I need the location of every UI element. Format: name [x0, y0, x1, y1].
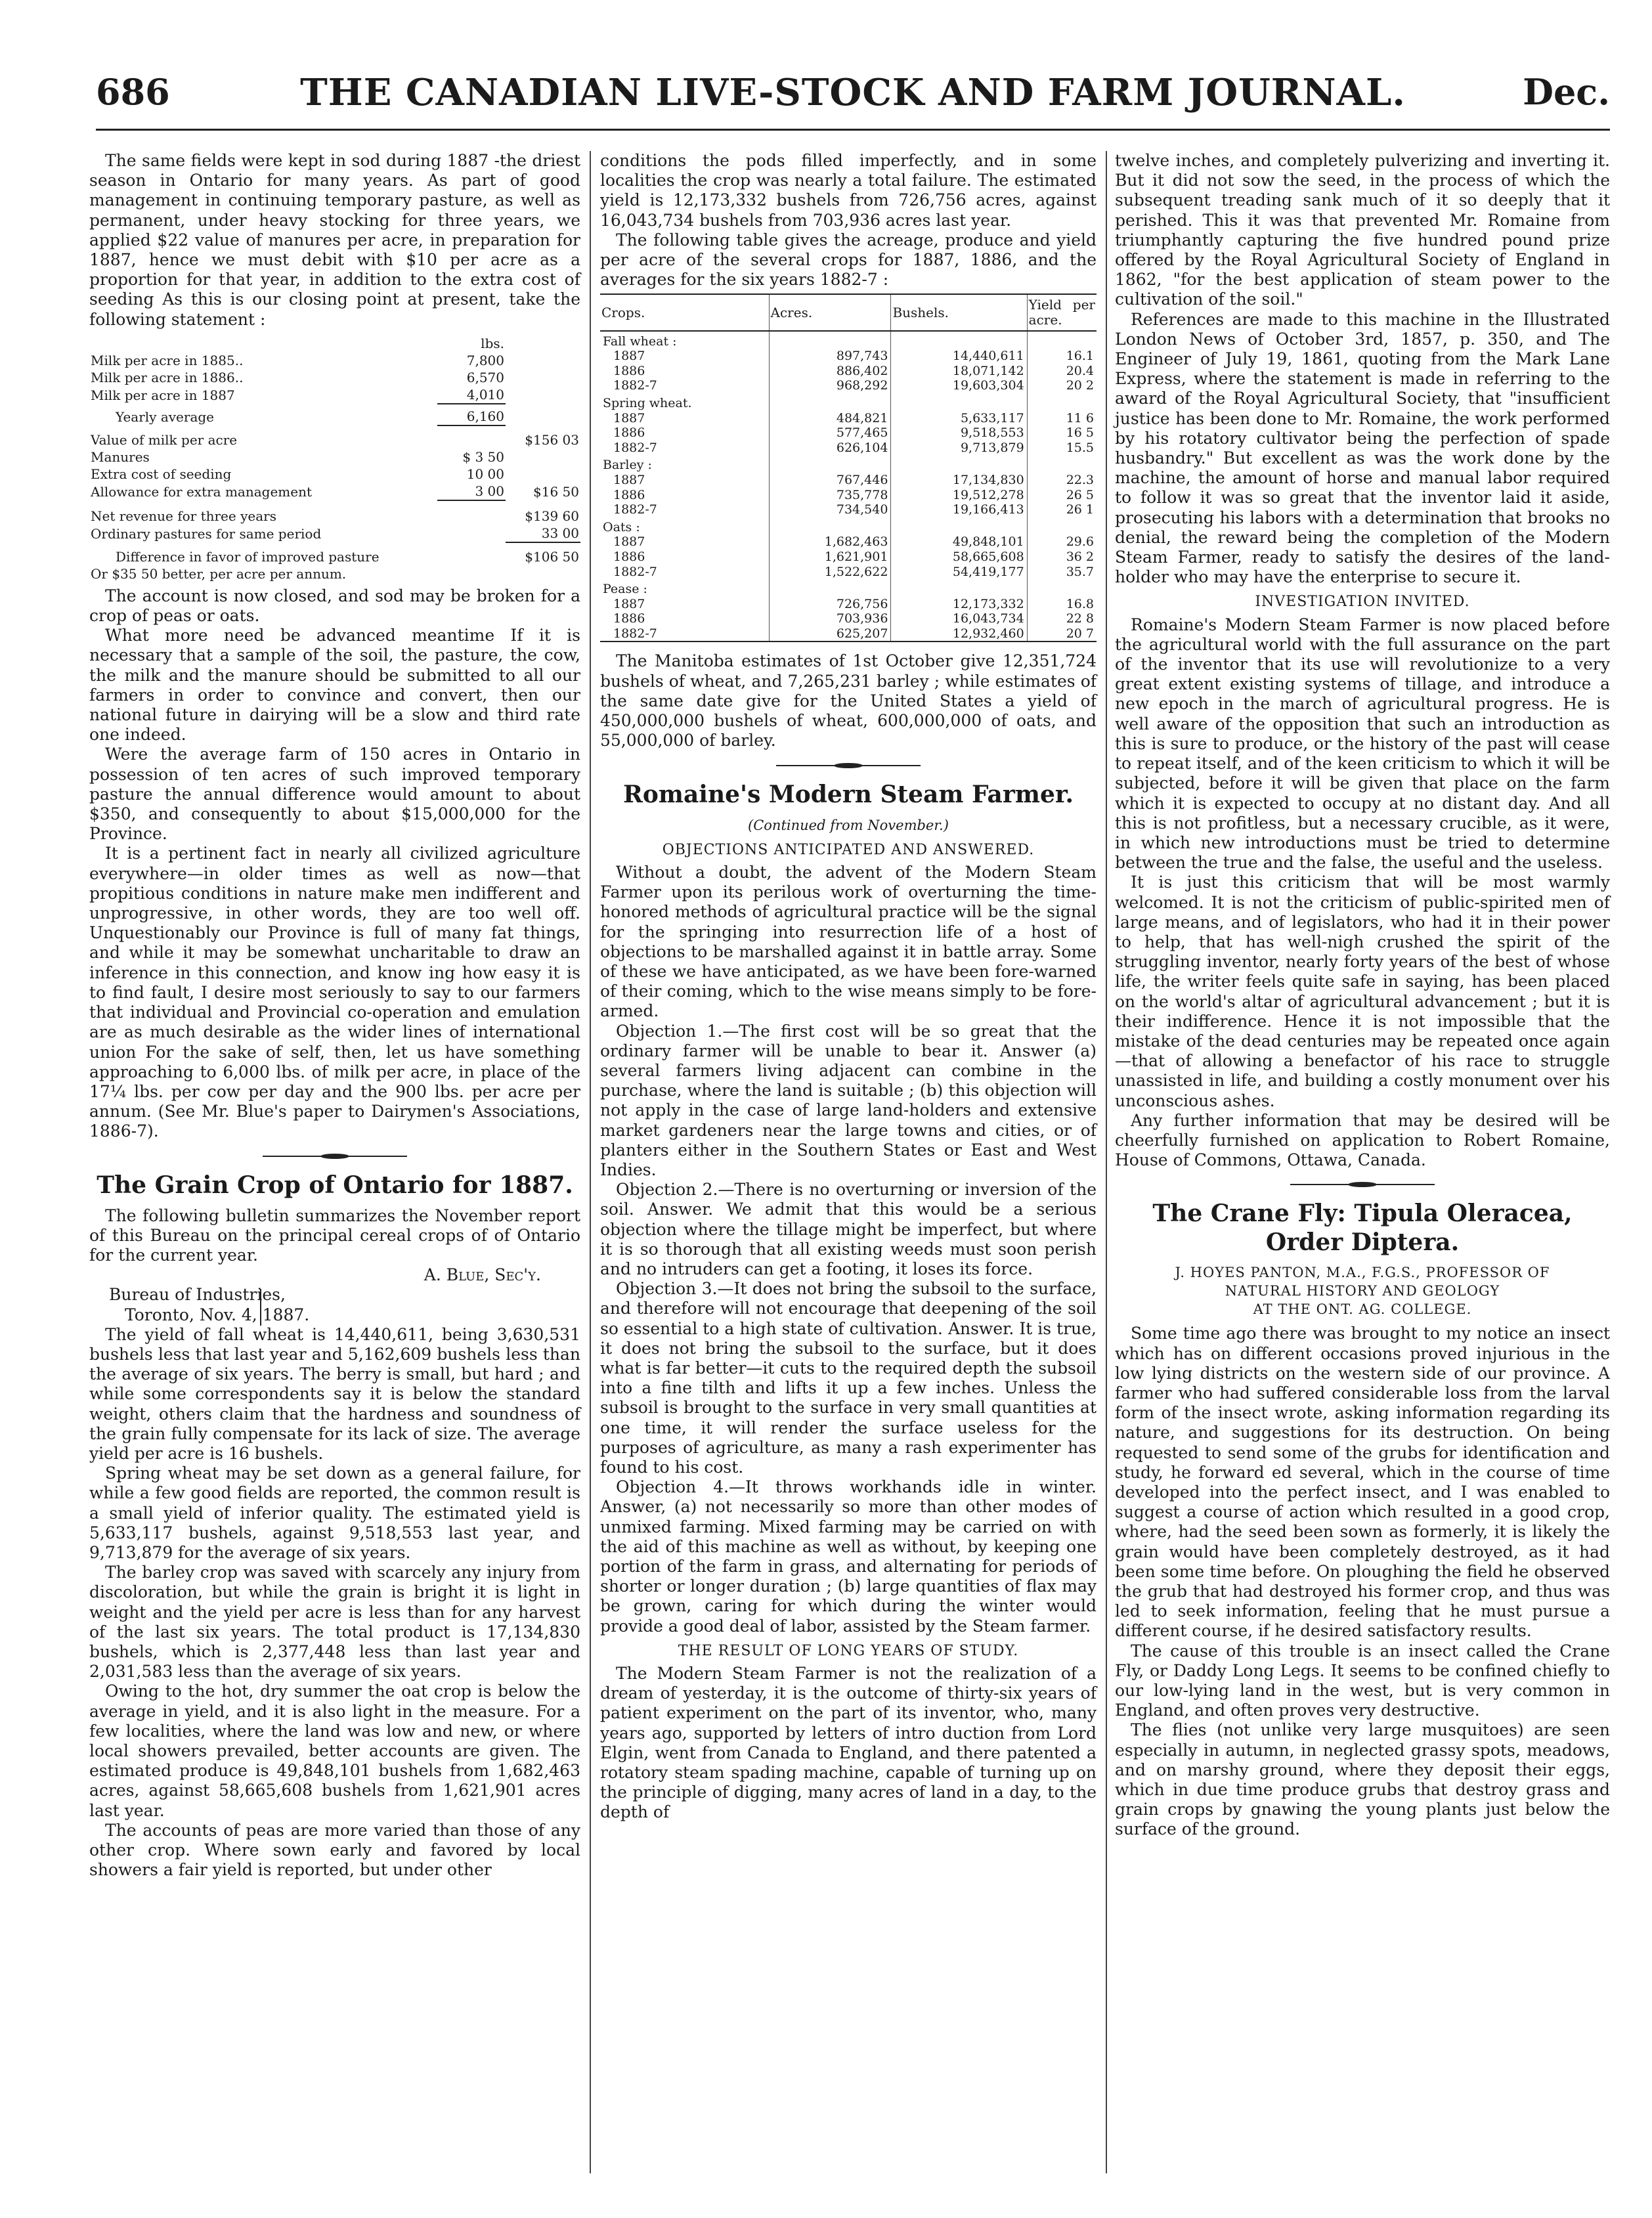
issue-month: Dec.: [1523, 71, 1610, 113]
byline-line: AT THE ONT. AG. COLLEGE.: [1253, 1301, 1472, 1318]
table-row: [600, 597, 1097, 612]
section-heading: THE RESULT OF LONG YEARS OF STUDY.: [678, 1642, 1019, 1659]
paragraph: The cause of this trouble is an insect called the Crane Fly, or Daddy Long Legs. It seems to be confined chiefly to our low-lying land in the west, but is very common in England, and often proves very destructive.: [1115, 1641, 1610, 1720]
table-cell: 20 7: [1027, 626, 1097, 642]
statement-row: Ordinary pastures for same period 33 00: [91, 525, 579, 542]
statement-row: Value of milk per acre $156 03: [91, 431, 579, 448]
table-cell: 26 1: [1027, 502, 1097, 517]
paragraph: Spring wheat may be set down as a general failure, for while a few good fields are reported, the common result is a small yield of inferior quality. The estimated yield is 5,633,117 bushels, against 9,518,553 last year, and 9,713,879 for the average of six years.: [89, 1464, 580, 1562]
section-separator: [263, 1154, 407, 1159]
table-cell: 19,603,304: [891, 378, 1027, 393]
section-heading: INVESTIGATION INVITED.: [1255, 594, 1470, 611]
table-cell: 1882-7: [613, 502, 657, 517]
table-cell: 1886: [613, 363, 645, 378]
column-divider: [1106, 151, 1107, 2173]
paragraph: conditions the pods filled imperfectly, and in some localities the crop was nearly a total failure. The estimated yield is 12,173,332 bushels from 726,756 acres, against 16,043,734 bushels from 703,936 acres last year.: [600, 151, 1097, 230]
paragraph: The accounts of peas are more varied than those of any other crop. Where sown early and favored by local showers a fair yield is reported, but under other: [89, 1820, 580, 1880]
table-cell: 29.6: [1027, 534, 1097, 550]
table-cell: 16.8: [1027, 597, 1097, 612]
table-row: [600, 626, 1097, 642]
byline: [1115, 1263, 1610, 1318]
table-cell: 22 8: [1027, 611, 1097, 626]
table-row: [600, 488, 1097, 503]
column-header: Crops.: [600, 294, 769, 330]
paragraph: The flies (not unlike very large musquitoes) are seen especially in autumn, in neglected grassy spots, meadows, and on marshy ground, where they deposit their eggs, which in due time produce grubs that destroy grass and grain crops by gnawing the young plants just below the surface of the ground.: [1115, 1720, 1610, 1839]
table-row: [600, 378, 1097, 393]
crop-group-label: Pease :: [603, 582, 647, 597]
column-header: Bushels.: [891, 294, 1027, 330]
table-cell: 735,778: [769, 488, 891, 503]
paragraph: It is just this criticism that will be most warmly welcomed. It is not the criticism of public-spirited men of large means, and of legislators, who had it in their power to help, that has well-nigh crushed the spirit of the struggling inventor, nearly forty years of the best of whose life, the writer feels quite safe in saying, has been placed on the world's altar of agricultural advancement ; but it is their indifference. Hence it is not impossible that the mistake of the dead centuries may be repeated once again—that of allowing a benefactor of his race to struggle unassisted in life, and building a costly monument over his unconscious ashes.: [1115, 873, 1610, 1110]
continued-note: (Continued from November.): [748, 817, 949, 833]
table-cell: 9,518,553: [891, 425, 1027, 441]
address-line: Toronto, Nov. 4, 1887.: [125, 1305, 310, 1324]
table-cell: 734,540: [769, 502, 891, 517]
article-title: The Grain Crop of Ontario for 1887.: [97, 1171, 573, 1199]
page-number: 686: [96, 71, 170, 113]
table-cell: 1882-7: [600, 626, 769, 642]
table-cell: 577,465: [769, 425, 891, 441]
table-cell: 968,292: [769, 378, 891, 393]
column-3: [1115, 151, 1610, 1840]
address-block: [89, 1285, 580, 1324]
table-cell: 54,419,177: [891, 565, 1027, 580]
column-header: Acres.: [769, 294, 891, 330]
paragraph: Objection 2.—There is no overturning or inversion of the soil. Answer. We admit that this would be a serious objection where the tillage might be imperfect, but where it is so thorough that all existing weeds must soon perish and no intruders can get a footing, it loses its force.: [600, 1180, 1097, 1278]
paragraph: The following table gives the acreage, produce and yield per acre of the several crops for 1887, 1886, and the averages for the six years 1882-7 :: [600, 230, 1097, 290]
table-cell: 58,665,608: [891, 550, 1027, 565]
table-cell: 1,621,901: [769, 550, 891, 565]
table-cell: 17,134,830: [891, 473, 1027, 488]
table-group-row: [600, 393, 1097, 411]
column-1: [89, 151, 580, 1880]
table-cell: 16,043,734: [891, 611, 1027, 626]
table-cell: 1886: [613, 425, 645, 441]
table-cell: 20 2: [1027, 378, 1097, 393]
statement-row: Yearly average 6,160: [89, 404, 580, 425]
table-cell: 1886: [613, 487, 645, 502]
paragraph: It is a pertinent fact in nearly all civilized agriculture everywhere—in older times as well as now—that propitious conditions in nature make men indifferent and unprogressive, in other words, they are too well off. Unquestionably our Province is full of many fat things, and while it may be somewhat uncharitable to draw an inference in this connection, and know ing how easy it is to find fault, I desire most seriously to say to our farmers that individual and Provincial co-operation and emulation are as much desirable as the wider lines of international union For the sake of self, then, let us have something approaching to 6,000 lbs. of milk per acre, in place of the 17¼ lbs. per cow per day and the 900 lbs. per acre per annum. (See Mr. Blue's paper to Dairymen's Associations, 1886-7).: [89, 844, 580, 1141]
table-group-row: [600, 579, 1097, 597]
table-row: [600, 534, 1097, 550]
crop-group-label: Fall wheat :: [603, 334, 677, 349]
table-cell: 19,512,278: [891, 488, 1027, 503]
statement-spacer: [89, 335, 437, 352]
header-rule: [96, 129, 1610, 131]
statement-row: Difference in favor of improved pasture $106 50: [116, 548, 579, 565]
milk-statement-table: [89, 335, 580, 582]
table-row: [600, 502, 1097, 517]
signature: A. Blue, Sec'y.: [424, 1265, 541, 1285]
paragraph: Objection 4.—It throws workhands idle in winter. Answer, (a) not necessarily so more than other modes of unmixed farming. Mixed farming may be carried on with the aid of this machine as well as without, by keeping one portion of the farm in grass, and alternating for periods of shorter or longer duration ; (b) large quantities of flax may be grown, caring for which during the winter would provide a good deal of labor, assisted by the Steam farmer.: [600, 1477, 1097, 1636]
table-cell: 11 6: [1027, 411, 1097, 426]
address-line: Bureau of Industries,: [109, 1285, 286, 1305]
journal-title: THE CANADIAN LIVE-STOCK AND FARM JOURNAL.: [300, 71, 1406, 114]
table-cell: 1886: [613, 611, 645, 626]
table-cell: 20.4: [1027, 364, 1097, 379]
table-cell: 1,522,622: [769, 565, 891, 580]
table-cell: 1887: [613, 472, 645, 487]
table-cell: 1882-7: [613, 378, 657, 393]
statement-unit: lbs.: [481, 335, 504, 351]
table-cell: 15.5: [1027, 441, 1097, 456]
paragraph: Objection 3.—It does not bring the subsoil to the surface, and therefore will not encourage that deepening of the soil so essential to a high state of cultivation. Answer. It is true, it does not bring the subsoil to the surface, but it does what is far better—it cuts to the required depth the subsoil into a fine tilth and lifts it up a few inches. Unless the subsoil is brought to the surface in very small quantities at one time, it will render the surface useless for the purposes of agriculture, as many a rash experimenter has found to his cost.: [600, 1279, 1097, 1477]
paragraph: twelve inches, and completely pulverizing and inverting it. But it did not sow the seed, in the process of which the subsequent treading sank much of it so deeply that it perished. This it was that prevented Mr. Romaine from triumphantly capturing the five hundred pound prize offered by the Royal Agricultural Society of England in 1862, "for the best application of steam power to the cultivation of the soil.": [1115, 151, 1610, 309]
table-cell: 19,166,413: [891, 502, 1027, 517]
table-cell: 1887: [613, 596, 645, 611]
table-cell: 49,848,101: [891, 534, 1027, 550]
table-cell: 1887: [613, 410, 645, 425]
table-cell: 726,756: [769, 597, 891, 612]
table-cell: 1887: [613, 534, 645, 550]
crop-group-label: Barley :: [603, 458, 652, 473]
column-header: Yield per acre.: [1027, 294, 1097, 330]
table-row: [600, 441, 1097, 456]
table-row: [600, 565, 1097, 580]
paragraph: The barley crop was saved with scarcely any injury from discoloration, but while the grain is bright it is light in weight and the yield per acre is less than for any harvest of the last six years. The total product is 17,134,830 bushels, which is 2,377,448 less than last year and 2,031,583 less than the average of six years.: [89, 1563, 580, 1682]
section-separator: [776, 763, 921, 768]
paragraph: Owing to the hot, dry summer the oat crop is below the average in yield, and it is also light in the measure. For a few localities, where the land was low and new, or where local showers prevailed, better accounts are given. The estimated produce is 49,848,101 bushels from 1,682,463 acres, against 58,665,608 bushels from 1,621,901 acres last year.: [89, 1682, 580, 1820]
paragraph: The Manitoba estimates of 1st October give 12,351,724 bushels of wheat, and 7,265,231 barley ; while estimates of the same date give for the United States a yield of 450,000,000 bushels of wheat, 600,000,000 of oats, and 55,000,000 of barley.: [600, 651, 1097, 750]
table-cell: 12,173,332: [891, 597, 1027, 612]
table-row: [600, 425, 1097, 441]
article-title: Romaine's Modern Steam Farmer.: [622, 780, 1074, 808]
paragraph: Any further information that may be desired will be cheerfully furnished on application to Robert Romaine, House of Commons, Ottawa, Canada.: [1115, 1110, 1610, 1170]
table-group-row: [600, 331, 1097, 349]
table-cell: 625,207: [769, 626, 891, 642]
table-cell: 22.3: [1027, 473, 1097, 488]
table-cell: 35.7: [1027, 565, 1097, 580]
table-cell: 14,440,611: [891, 349, 1027, 364]
statement-spacer: [506, 335, 580, 352]
table-cell: 1,682,463: [769, 534, 891, 550]
brace: [260, 1289, 261, 1326]
statement-row: Net revenue for three years $139 60: [91, 508, 579, 524]
table-cell: 26 5: [1027, 488, 1097, 503]
crop-group-label: Oats :: [603, 519, 640, 534]
table-cell: 9,713,879: [891, 441, 1027, 456]
byline-line: NATURAL HISTORY AND GEOLOGY: [1225, 1283, 1500, 1299]
table-cell: 18,071,142: [891, 364, 1027, 379]
statement-row: Or $35 50 better, per acre per annum.: [91, 565, 347, 582]
table-cell: 484,821: [769, 411, 891, 426]
paragraph: The same fields were kept in sod during 1887 -the driest season in Ontario for many years. As part of good management in continuing temporary pasture, as well as permanent, under heavy stocking for three years, we applied $22 value of manures per acre, in preparation for 1887, hence we must debit with $10 per acre as a proportion for that year, in addition to the extra cost of seeding As this is our closing point at present, take the following statement :: [89, 151, 580, 329]
statement-row: Manures $ 3 50: [91, 448, 504, 465]
table-cell: 1887: [613, 349, 645, 364]
table-row: [600, 473, 1097, 488]
byline-line: J. HOYES PANTON, M.A., F.G.S., PROFESSOR OF: [1175, 1265, 1550, 1281]
table-cell: 1882-7: [613, 440, 657, 455]
section-heading: OBJECTIONS ANTICIPATED AND ANSWERED.: [662, 841, 1035, 858]
table-group-row: [600, 517, 1097, 535]
paragraph: The Modern Steam Farmer is not the realization of a dream of yesterday, it is the outcome of thirty-six years of patient experiment on the part of its inventor, who, many years ago, supported by letters of intro duction from Lord Elgin, went from Canada to England, and there patented a rotatory steam spading machine, capable of turning up on the principle of digging, many acres of land in a day, to the depth of: [600, 1664, 1097, 1822]
paragraph: Without a doubt, the advent of the Modern Steam Farmer upon its perilous work of overturning the time-honored methods of agricultural practice will be the signal for the springing into resurrection life of a host of objections to be marshalled against it in battle array. Some of these we have anticipated, as we have been fore-warned of their coming, which to the wise means simply to be fore-armed.: [600, 862, 1097, 1021]
table-cell: 12,932,460: [891, 626, 1027, 642]
table-row: [600, 349, 1097, 364]
table-row: [600, 611, 1097, 626]
statement-row: Milk per acre in 1886.. 6,570: [91, 369, 504, 385]
paragraph: Were the average farm of 150 acres in Ontario in possession of ten acres of such improved temporary pasture the annual difference would amount to about $350, and consequently to about $15,000,000 for the Province.: [89, 745, 580, 844]
paragraph: The account is now closed, and sod may be broken for a crop of peas or oats.: [89, 586, 580, 626]
paragraph: The yield of fall wheat is 14,440,611, being 3,630,531 bushels less that last year and 5,162,609 bushels less than the average of six years. The berry is small, but hard ; and while some correspondents say it is below the standard weight, others claim that the hardness and soundness of the grain fully compensate for its lack of size. The average yield per acre is 16 bushels.: [89, 1324, 580, 1463]
column-2: [600, 151, 1097, 1823]
table-cell: 886,402: [769, 364, 891, 379]
table-cell: 16 5: [1027, 425, 1097, 441]
paragraph: The following bulletin summarizes the November report of this Bureau on the principal cereal crops of of Ontario for the current year.: [89, 1206, 580, 1265]
table-row: [600, 550, 1097, 565]
crop-group-label: Spring wheat.: [603, 395, 692, 410]
statement-row: Extra cost of seeding 10 00: [91, 466, 504, 482]
paragraph: Romaine's Modern Steam Farmer is now placed before the agricultural world with the full assurance on the part of the inventor that its use will revolutionize to a very great extent existing systems of tillage, and introduce a new epoch in the march of agricultural progress. He is well aware of the opposition that such an introduction as this is sure to produce, or the history of the past will cease to repeat itself, and of the keen criticism to which it will be subjected, before it will be given that place on the farm which it is expected to occupy at no distant day. And all this is not profitless, but a necessary crucible, as it were, in which new introductions must be tried to determine between the true and the false, the useful and the useless.: [1115, 615, 1610, 873]
paragraph: What more need be advanced meantime If it is necessary that a sample of the soil, the pasture, the cow, the milk and the manure should be submitted to all our farmers in order to convince and convert, then our national future in dairying will be a slow and third rate one indeed.: [89, 626, 580, 745]
table-cell: 626,104: [769, 441, 891, 456]
statement-row: Milk per acre in 1885.. 7,800: [91, 352, 504, 368]
table-row: [600, 411, 1097, 426]
table-cell: 767,446: [769, 473, 891, 488]
article-title: The Crane Fly: Tipula Oleracea, Order Diptera.: [1152, 1200, 1573, 1257]
table-cell: 5,633,117: [891, 411, 1027, 426]
crop-table: [600, 294, 1097, 642]
table-cell: 1882-7: [613, 564, 657, 579]
section-separator: [1290, 1182, 1435, 1187]
table-cell: 36 2: [1027, 550, 1097, 565]
table-cell: 703,936: [769, 611, 891, 626]
table-cell: 16.1: [1027, 349, 1097, 364]
statement-row: Allowance for extra management 3 00 $16 50: [91, 483, 579, 500]
statement-row: Milk per acre in 1887 4,010: [91, 386, 504, 403]
paragraph: Some time ago there was brought to my notice an insect which has on different occasions proved injurious in the low lying districts on the western side of our province. A farmer who had suffered considerable loss from the larval form of the insect wrote, asking information regarding its nature, and suggestions for its destruction. On being requested to send some of the grubs for identification and study, he forward ed several, which in the course of time developed into the perfect insect, and I was enabled to suggest a course of action which resulted in a good crop, where, had the seed been sown as formerly, it is likely the grain would have been completely destroyed, as it had been some time before. On ploughing the field he observed the grub that had destroyed his former crop, and thus was led to seek information, feeling that he must pursue a different course, if he desired satisfactory results.: [1115, 1324, 1610, 1641]
table-cell: 1886: [613, 549, 645, 564]
table-cell: 897,743: [769, 349, 891, 364]
table-header-row: [600, 294, 1097, 330]
page-header: [96, 71, 1610, 123]
table-row: [600, 364, 1097, 379]
paragraph: Objection 1.—The first cost will be so great that the ordinary farmer will be unable to bear it. Answer (a) several farmers living adjacent can combine in the purchase, where the land is suitable ; (b) this objection will not apply in the case of large land-holders and extensive market gardeners near the large towns and cities, or of planters either in the Southern States or East and West Indies.: [600, 1021, 1097, 1179]
column-divider: [590, 151, 591, 2173]
paragraph: References are made to this machine in the Illustrated London News of October 3rd, 1857, p. 350, and The Engineer of July 19, 1861, quoting from the Mark Lane Express, where the statement is made in referring to the award of the Royal Agricultural Society, that "insufficient justice has been done to Mr. Romaine, the work performed by his rotatory cultivator being the perfection of spade husbandry." But excellent as was the work done by the machine, the amount of horse and manual labor required to follow it was so great that the inventor laid it aside, prosecuting his labors with a determination that brooks no denial, the reward being the completion of the Modern Steam Farmer, ready to satisfy the desires of the land-holder who may have the enterprise to secure it.: [1115, 309, 1610, 587]
table-group-row: [600, 455, 1097, 473]
